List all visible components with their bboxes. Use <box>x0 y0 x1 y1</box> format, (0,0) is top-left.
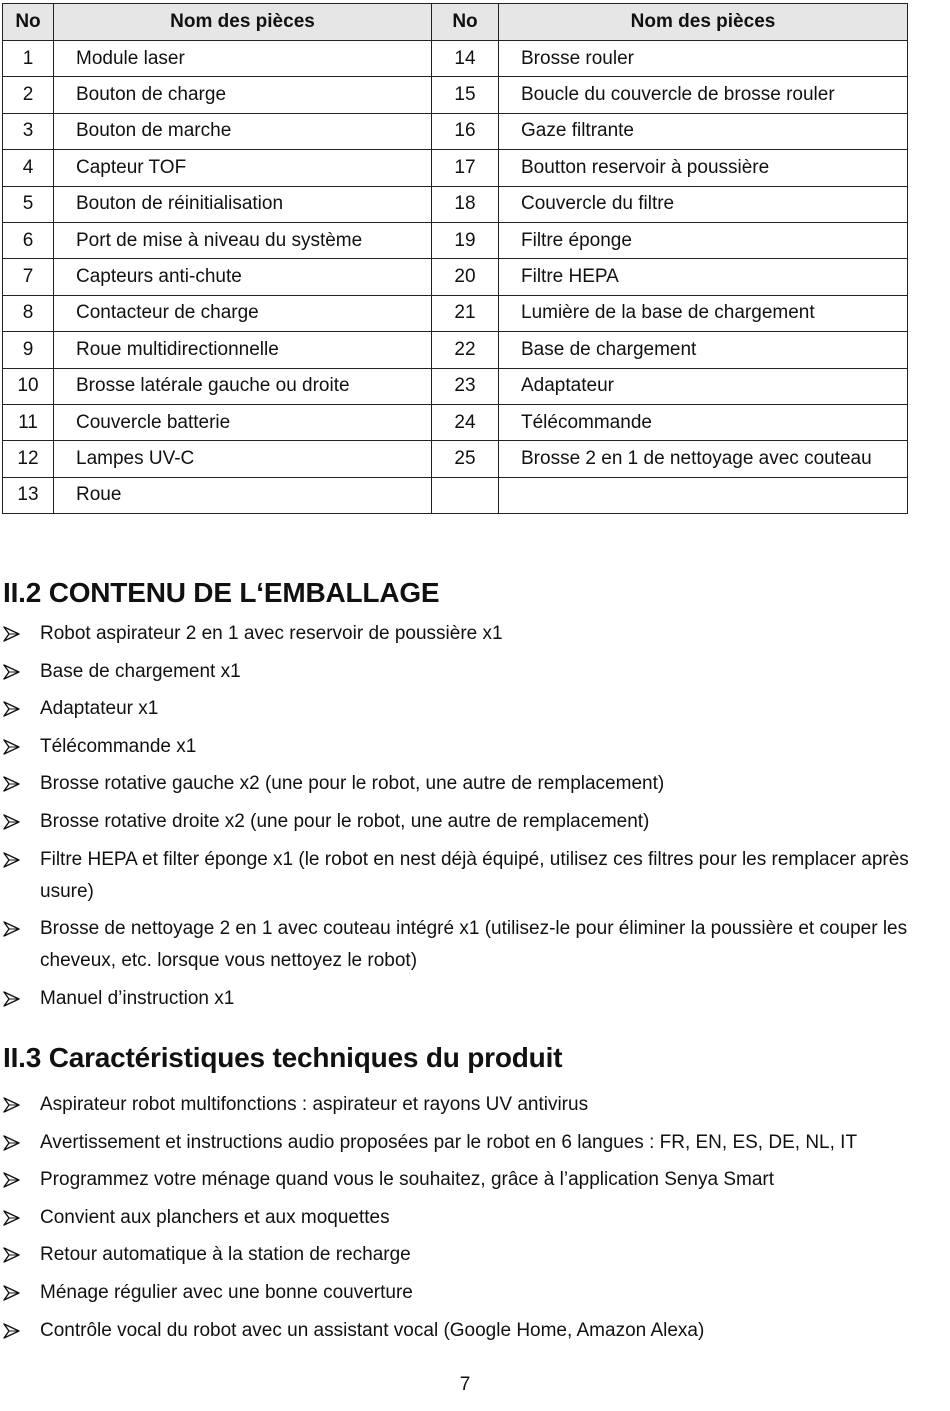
table-row <box>3 113 908 149</box>
part-number-cell: 17 <box>432 150 499 186</box>
parts-table <box>2 3 908 514</box>
part-name-cell: Brosse rouler <box>499 41 908 77</box>
part-number-cell: 5 <box>3 186 54 222</box>
part-name-cell: Boutton reservoir à poussière <box>499 150 908 186</box>
part-number-cell: 18 <box>432 186 499 222</box>
part-number-cell: 15 <box>432 77 499 113</box>
list-item <box>0 1277 930 1309</box>
list-item-text: Base de chargement x1 <box>40 660 241 682</box>
part-number-cell: 8 <box>3 295 54 331</box>
part-name-cell: Port de mise à niveau du système <box>54 222 432 258</box>
list-item-text: Avertissement et instructions audio proposées par le robot en 6 langues : FR, EN, ES, DE, NL, IT <box>40 1131 858 1153</box>
part-number-cell: 22 <box>432 332 499 368</box>
table-row <box>3 222 908 258</box>
part-number-cell: 4 <box>3 150 54 186</box>
list-item <box>0 1239 930 1271</box>
list-item-text: Robot aspirateur 2 en 1 avec reservoir de poussière x1 <box>40 623 503 644</box>
list-item <box>0 1315 930 1347</box>
arrowhead-bullet-icon <box>3 1239 23 1271</box>
list-item <box>0 1164 930 1196</box>
list-item-text: Retour automatique à la station de recharge <box>40 1244 411 1266</box>
part-name-cell: Module laser <box>54 41 432 77</box>
list-item <box>0 806 930 838</box>
section-title-packaging: II.2 CONTENU DE L‘EMBALLAGE <box>3 577 440 608</box>
table-row <box>3 441 908 477</box>
list-item-text: Télécommande x1 <box>40 735 197 757</box>
part-name-cell: Brosse 2 en 1 de nettoyage avec couteau <box>499 441 908 477</box>
list-item <box>0 1089 930 1121</box>
arrowhead-bullet-icon <box>3 983 23 1015</box>
arrowhead-bullet-icon <box>3 1202 23 1234</box>
part-name-cell: Capteur TOF <box>54 150 432 186</box>
list-item-text: Programmez votre ménage quand vous le souhaitez, grâce à l’application Senya Smart <box>40 1169 775 1191</box>
part-name-cell: Brosse latérale gauche ou droite <box>54 368 432 404</box>
part-name-cell: Boucle du couvercle de brosse rouler <box>499 77 908 113</box>
packaging-list <box>0 618 930 1020</box>
table-row <box>3 186 908 222</box>
arrowhead-bullet-icon <box>3 1315 23 1347</box>
arrowhead-bullet-icon <box>3 731 23 763</box>
arrowhead-bullet-icon <box>3 693 23 725</box>
list-item <box>0 656 930 688</box>
list-item <box>0 731 930 763</box>
list-item-text: Convient aux planchers et aux moquettes <box>40 1206 390 1228</box>
part-name-cell: Bouton de charge <box>54 77 432 113</box>
part-number-cell: 16 <box>432 113 499 149</box>
part-name-cell: Capteurs anti-chute <box>54 259 432 295</box>
part-name-cell: Contacteur de charge <box>54 295 432 331</box>
part-number-cell: 11 <box>3 404 54 440</box>
table-row <box>3 295 908 331</box>
part-name-cell: Bouton de marche <box>54 113 432 149</box>
part-number-cell: 2 <box>3 77 54 113</box>
table-row <box>3 77 908 113</box>
table-row <box>3 332 908 368</box>
parts-table-body <box>3 41 908 514</box>
part-number-cell: 10 <box>3 368 54 404</box>
list-item <box>0 1202 930 1234</box>
header-no-left: No <box>3 4 54 41</box>
arrowhead-bullet-icon <box>3 1164 23 1196</box>
part-number-cell: 19 <box>432 222 499 258</box>
header-name-left: Nom des pièces <box>54 4 432 41</box>
part-name-cell: Adaptateur <box>499 368 908 404</box>
table-row <box>3 404 908 440</box>
arrowhead-bullet-icon <box>3 1089 23 1121</box>
table-row <box>3 150 908 186</box>
part-number-cell: 1 <box>3 41 54 77</box>
table-header-row <box>3 4 908 41</box>
list-item <box>0 844 930 908</box>
part-number-cell: 21 <box>432 295 499 331</box>
table-row <box>3 368 908 404</box>
table-row <box>3 41 908 77</box>
header-no-right: No <box>432 4 499 41</box>
table-row <box>3 259 908 295</box>
part-number-cell: 3 <box>3 113 54 149</box>
part-name-cell: Roue multidirectionnelle <box>54 332 432 368</box>
list-item <box>0 768 930 800</box>
list-item-text: Brosse rotative gauche x2 (une pour le robot, une autre de remplacement) <box>40 773 665 795</box>
list-item-text: Brosse de nettoyage 2 en 1 avec couteau intégré x1 (utilisez-le pour éliminer la poussière et couper les cheveux, etc. lorsque vous nettoyez le robot) <box>40 918 908 972</box>
table-row <box>3 477 908 513</box>
list-item-text: Filtre HEPA et filter éponge x1 (le robot en nest déjà équipé, utilisez ces filtres pour les remplacer après usure) <box>40 848 909 902</box>
header-name-right: Nom des pièces <box>499 4 908 41</box>
part-number-cell <box>432 477 499 513</box>
specs-list <box>0 1089 930 1352</box>
part-number-cell: 6 <box>3 222 54 258</box>
part-name-cell: Télécommande <box>499 404 908 440</box>
list-item-text: Adaptateur x1 <box>40 698 159 720</box>
list-item <box>0 693 930 725</box>
part-number-cell: 24 <box>432 404 499 440</box>
part-name-cell: Roue <box>54 477 432 513</box>
arrowhead-bullet-icon <box>3 1127 23 1159</box>
part-number-cell: 13 <box>3 477 54 513</box>
part-number-cell: 23 <box>432 368 499 404</box>
part-name-cell: Filtre HEPA <box>499 259 908 295</box>
part-name-cell: Couvercle batterie <box>54 404 432 440</box>
list-item <box>0 983 930 1015</box>
arrowhead-bullet-icon <box>3 1277 23 1309</box>
part-name-cell: Bouton de réinitialisation <box>54 186 432 222</box>
list-item-text: Contrôle vocal du robot avec un assistant vocal (Google Home, Amazon Alexa) <box>40 1319 705 1341</box>
part-number-cell: 14 <box>432 41 499 77</box>
arrowhead-bullet-icon <box>3 806 23 838</box>
arrowhead-bullet-icon <box>3 656 23 688</box>
list-item-text: Brosse rotative droite x2 (une pour le robot, une autre de remplacement) <box>40 810 650 832</box>
part-name-cell: Gaze filtrante <box>499 113 908 149</box>
part-number-cell: 20 <box>432 259 499 295</box>
list-item-text: Ménage régulier avec une bonne couverture <box>40 1281 413 1303</box>
page-number: 7 <box>459 1374 471 1395</box>
part-number-cell: 7 <box>3 259 54 295</box>
part-name-cell <box>499 477 908 513</box>
arrowhead-bullet-icon <box>3 844 23 876</box>
part-name-cell: Lampes UV-C <box>54 441 432 477</box>
arrowhead-bullet-icon <box>3 618 23 650</box>
part-name-cell: Couvercle du filtre <box>499 186 908 222</box>
list-item <box>0 1127 930 1159</box>
list-item-text: Aspirateur robot multifonctions : aspirateur et rayons UV antivirus <box>40 1094 589 1115</box>
list-item <box>0 618 930 650</box>
arrowhead-bullet-icon <box>3 768 23 800</box>
list-item <box>0 913 930 977</box>
part-name-cell: Filtre éponge <box>499 222 908 258</box>
list-item-text: Manuel d’instruction x1 <box>40 987 235 1009</box>
part-name-cell: Base de chargement <box>499 332 908 368</box>
part-number-cell: 12 <box>3 441 54 477</box>
section-title-specs: II.3 Caractéristiques techniques du produit <box>3 1042 563 1073</box>
part-number-cell: 9 <box>3 332 54 368</box>
part-number-cell: 25 <box>432 441 499 477</box>
part-name-cell: Lumière de la base de chargement <box>499 295 908 331</box>
arrowhead-bullet-icon <box>3 913 23 945</box>
